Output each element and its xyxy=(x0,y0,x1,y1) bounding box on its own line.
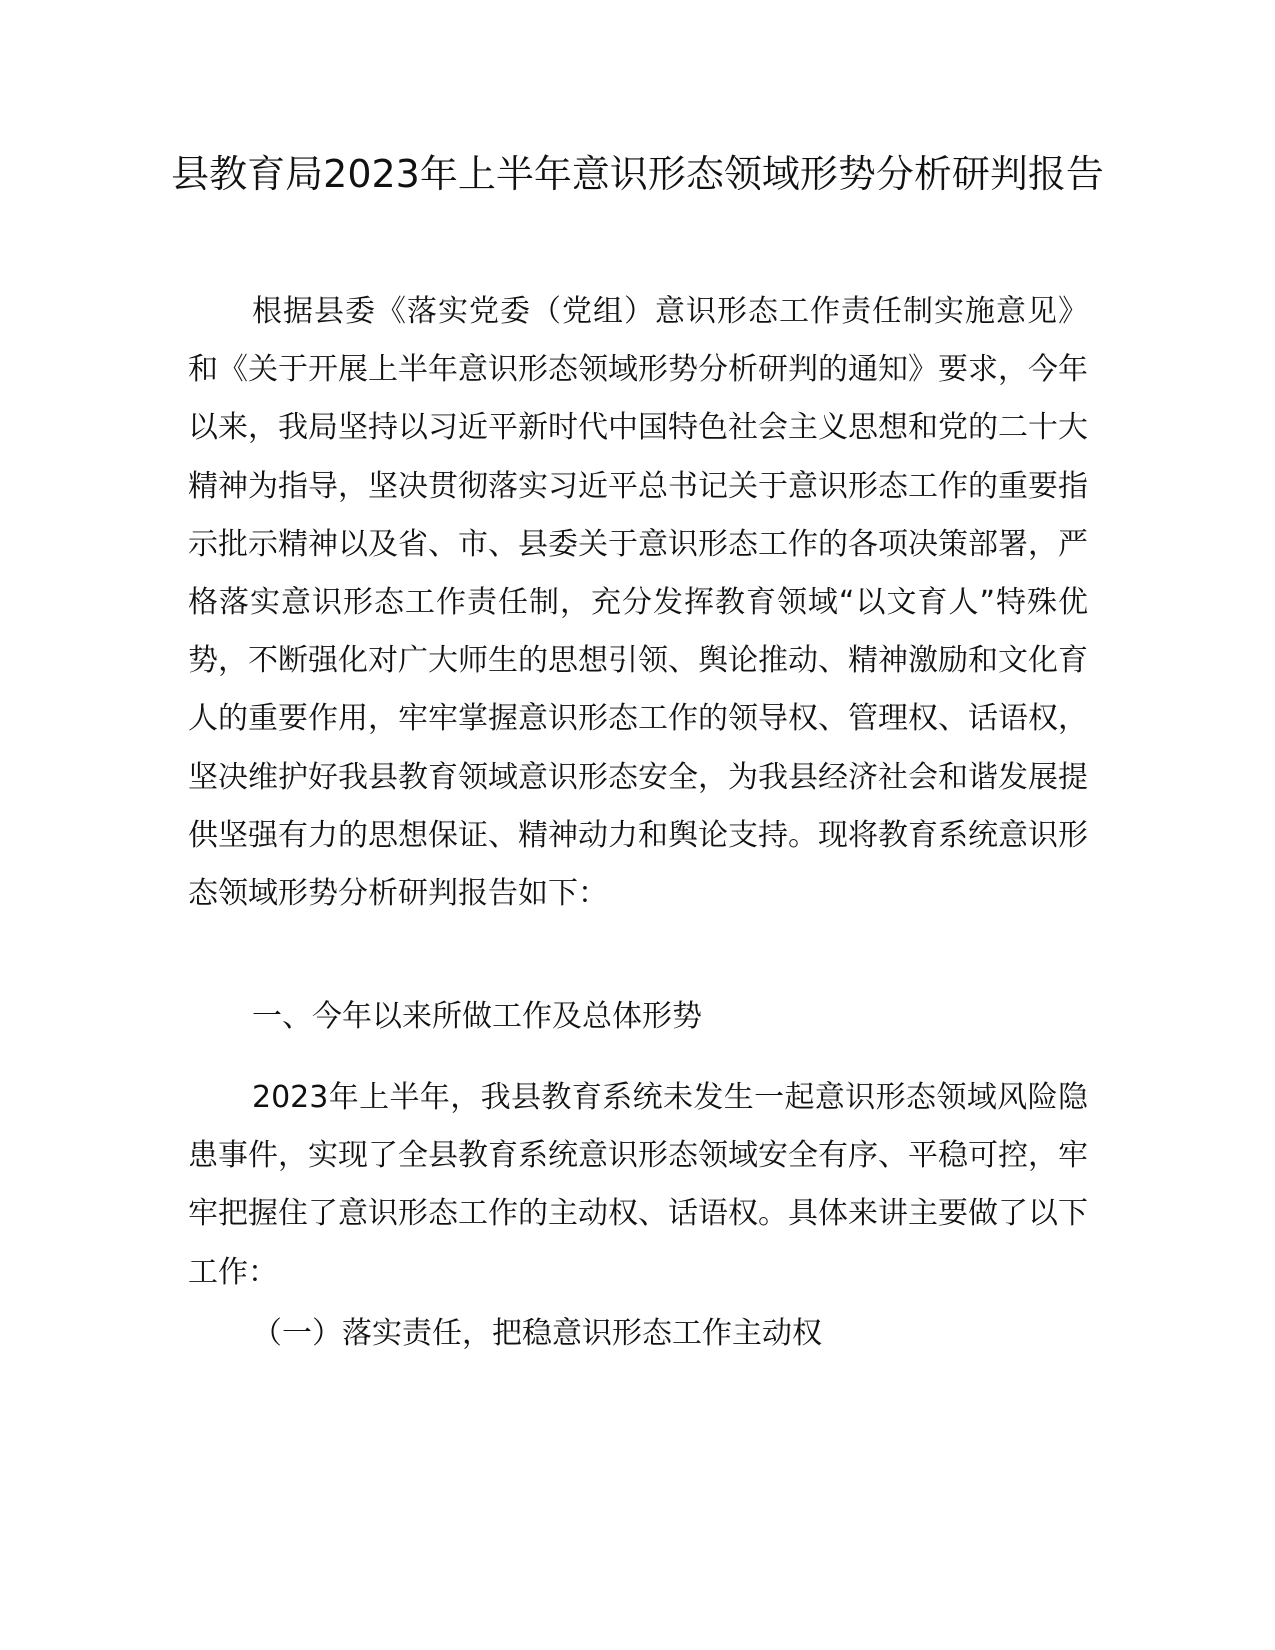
summary-paragraph: 2023年上半年，我县教育系统未发生一起意识形态领域风险隐患事件，实现了全县教育系统意识形态领域安全有序、平稳可控，牢牢把握住了意识形态工作的主动权、话语权。具体来讲主要做了以下工作： xyxy=(188,1080,1088,1290)
intro-paragraph: 根据县委《落实党委（党组）意识形态工作责任制实施意见》和《关于开展上半年意识形态领域形势分析研判的通知》要求，今年以来，我局坚持以习近平新时代中国特色社会主义思想和党的二十大精神为指导，坚决贯彻落实习近平总书记关于意识形态工作的重要指示批示精神以及省、市、县委关于意识形态工作的各项决策部署，严格落实意识形态工作责任制，充分发挥教育领域“以文育人”特殊优势，不断强化对广大师生的思想引领、舆论推动、精神激励和文化育人的重要作用，牢牢掌握意识形态工作的领导权、管理权、话语权，坚决维护好我县教育领域意识形态安全，为我县经济社会和谐发展提供坚强有力的思想保证、精神动力和舆论支持。现将教育系统意识形态领域形势分析研判报告如下： xyxy=(188,294,1088,912)
section-heading-1: 一、今年以来所做工作及总体形势 xyxy=(252,999,702,1034)
document-title: 县教育局2023年上半年意识形态领域形势分析研判报告 xyxy=(171,152,1104,196)
subsection-heading-1: （一）落实责任，把稳意识形态工作主动权 xyxy=(252,1316,822,1351)
